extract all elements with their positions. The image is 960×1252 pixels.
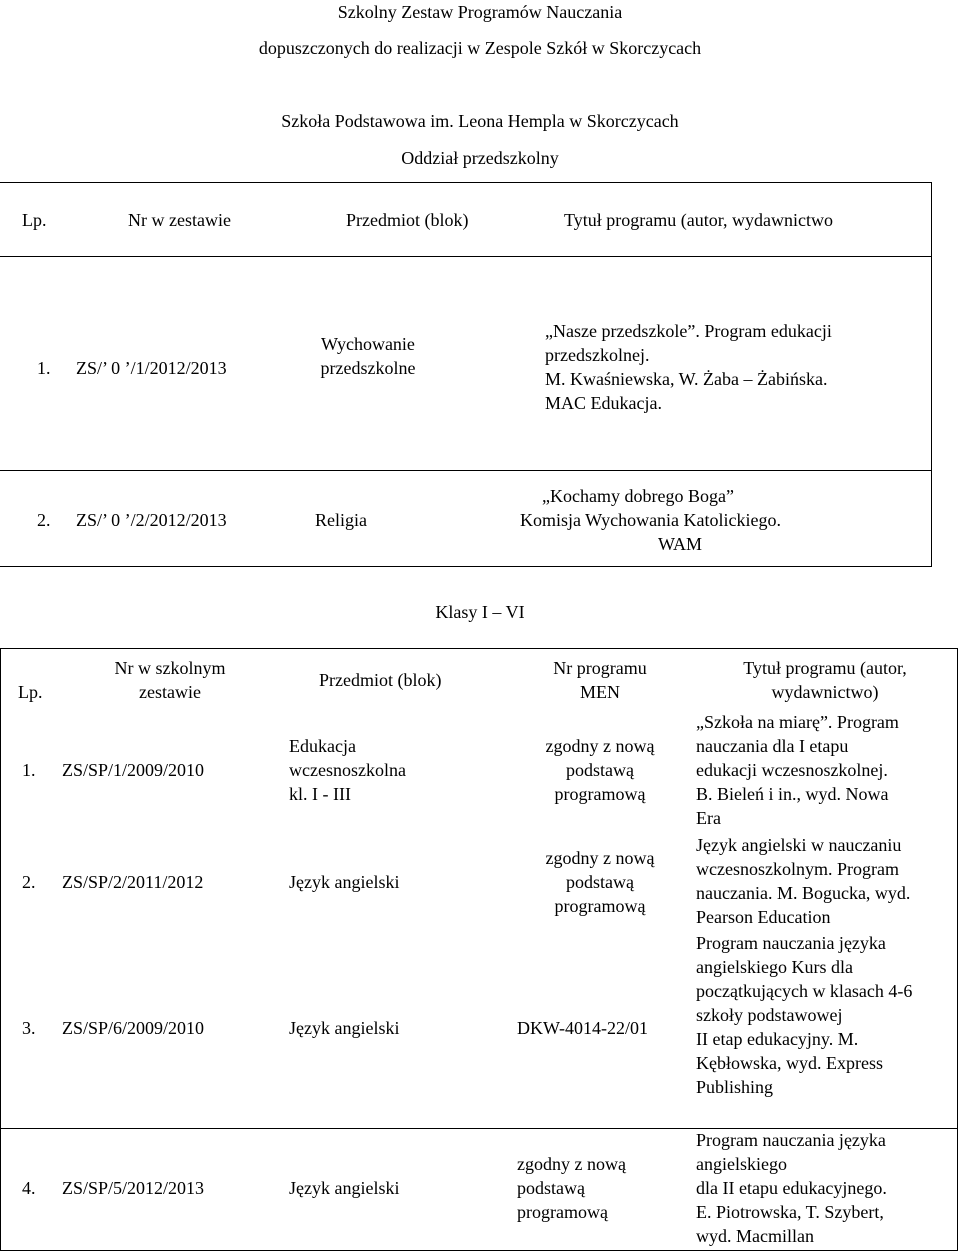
row-subject: Język angielski: [289, 872, 400, 892]
table-border: [0, 1250, 958, 1251]
row-men: zgodny z nową podstawą programową: [517, 1154, 626, 1222]
row-lp: 4.: [22, 1178, 36, 1198]
row-title: Program nauczania języka angielskiego dla II etapu edukacyjnego. E. Piotrowska, T. Szybert, wyd. Macmillan: [696, 1130, 887, 1246]
row-lp: 2.: [37, 510, 51, 530]
document-title: Szkolny Zestaw Programów Nauczania: [337, 2, 623, 22]
row-subject: Język angielski: [289, 1018, 400, 1038]
row-nr: ZS/’ 0 ’/1/2012/2013: [76, 358, 227, 378]
row-nr: ZS/’ 0 ’/2/2012/2013: [76, 510, 227, 530]
header-title: Tytuł programu (autor, wydawnictwo: [564, 210, 833, 230]
row-lp: 1.: [22, 760, 36, 780]
table-border: [0, 470, 932, 471]
row-subject: Wychowanie przedszkolne: [320, 334, 416, 378]
row-title: „Nasze przedszkole”. Program edukacji przedszkolnej. M. Kwaśniewska, W. Żaba – Żabińska. MAC Edukacja.: [545, 321, 832, 413]
table-border: [0, 256, 932, 257]
table-border: [957, 648, 958, 1251]
table-border: [0, 648, 958, 649]
row-lp: 3.: [22, 1018, 36, 1038]
table-border: [931, 182, 932, 567]
row-lp: 2.: [22, 872, 36, 892]
row-subject: Język angielski: [289, 1178, 400, 1198]
header-nr: Nr w zestawie: [128, 210, 231, 230]
row-title: „Kochamy dobrego Boga” Komisja Wychowania Katolickiego. WAM: [520, 486, 782, 554]
row-subject: Edukacja wczesnoszkolna kl. I - III: [289, 736, 406, 804]
header-lp: Lp.: [22, 210, 47, 230]
row-title: „Szkoła na miarę”. Program nauczania dla I etapu edukacji wczesnoszkolnej. B. Bieleń i in., wyd. Nowa Era: [696, 712, 899, 828]
header-title: Tytuł programu (autor, wydawnictwo): [743, 658, 907, 702]
row-men: zgodny z nową podstawą programową: [545, 736, 655, 804]
header-nr: Nr w szkolnym zestawie: [114, 658, 226, 702]
row-men: DKW-4014-22/01: [517, 1018, 648, 1038]
header-men: Nr programu MEN: [553, 658, 647, 702]
document-subtitle: dopuszczonych do realizacji w Zespole Szkół w Skorczycach: [258, 38, 702, 58]
header-subject: Przedmiot (blok): [319, 670, 442, 690]
division-name: Oddział przedszkolny: [401, 148, 559, 168]
row-men: zgodny z nową podstawą programową: [545, 848, 655, 916]
section-title: Klasy I – VI: [435, 602, 525, 622]
table-border: [0, 182, 932, 183]
header-subject: Przedmiot (blok): [346, 210, 469, 230]
row-lp: 1.: [37, 358, 51, 378]
header-lp: Lp.: [18, 682, 43, 702]
row-subject: Religia: [315, 510, 367, 530]
school-name: Szkoła Podstawowa im. Leona Hempla w Skorczycach: [281, 111, 679, 131]
row-nr: ZS/SP/2/2011/2012: [62, 872, 204, 892]
table-border: [0, 566, 932, 567]
table-border: [0, 648, 1, 1251]
row-title: Program nauczania języka angielskiego Kurs dla początkujących w klasach 4-6 szkoły podstawowej II etap edukacyjny. M. Kębłowska, wyd. Express Publishing: [696, 933, 913, 1097]
row-nr: ZS/SP/5/2012/2013: [62, 1178, 205, 1198]
row-nr: ZS/SP/6/2009/2010: [62, 1018, 205, 1038]
row-title: Język angielski w nauczaniu wczesnoszkolnym. Program nauczania. M. Bogucka, wyd. Pearson Education: [696, 835, 911, 927]
row-nr: ZS/SP/1/2009/2010: [62, 760, 205, 780]
